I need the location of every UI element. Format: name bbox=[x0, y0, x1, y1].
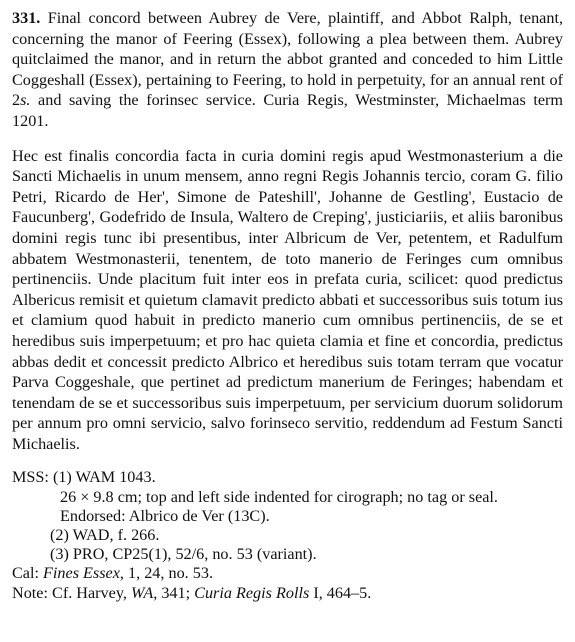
mss-line-1 bbox=[12, 468, 563, 487]
cal-label: Cal: bbox=[12, 564, 39, 583]
cal-title: Fines Essex bbox=[43, 564, 120, 583]
mss-line-2: 26 × 9.8 cm; top and left side indented for cirograph; no tag or seal. bbox=[60, 487, 498, 506]
note-text-1: Cf. Harvey, bbox=[52, 583, 131, 602]
mss-item-1: (1) WAM 1043. bbox=[52, 468, 156, 487]
summary-text-part2: and saving the forinsec service. Curia Regis, Westminster, Michaelmas term 1201. bbox=[12, 91, 563, 130]
mss-line-4: (2) WAD, f. 266. bbox=[50, 526, 160, 545]
shilling-abbrev: s. bbox=[20, 91, 31, 110]
note-wa: WA bbox=[130, 583, 154, 602]
note-line bbox=[12, 584, 563, 603]
note-text-3: I, 464–5. bbox=[309, 583, 372, 602]
latin-text: Hec est finalis concordia facta in curia domini regis apud Westmonasterium a die Sancti Michaelis in unum mensem, anno regni Regis Johannis tercio, coram G. filio Petri, Ricardo de Her', Simone de Pateshill', Johanne de Gestling', Eustacio de Faucunberg', Godefrido de Insula, Waltero de Creping', justiciariis, et aliis baronibus domini regis tunc ibi presentibus, inter Albricum de Ver, petentem, et Radulfum abbatem Westmonasterii, tenentem, de toto manerio de Feringes cum omnibus pertinenciis. Unde placitum fuit inter eos in prefata curia, scilicet: quod predictus Albericus remisit et quietum clamavit predicto abbati et successoribus suis totum ius et clamium quod habuit in predicto manerio cum omnibus pertinenciis, de se et heredibus suis imperpetuum; et pro hac quieta clamia et fine et concordia, predictus abbas dedit et concessit predicto Albrico et heredibus suis totam terram que vocatur Parva Coggeshale, que pertinet ad predictum manerium de Feringes; habendam et tenendam de se et successoribus suis imperpetuum, per servicium duorum solidorum per annum pro omni servicio, salvo forinseco servitio, reddendum ad Festum Sancti Michaelis. bbox=[12, 146, 563, 453]
note-rolls: Curia Regis Rolls bbox=[194, 583, 310, 602]
entry-number: 331. bbox=[12, 9, 41, 27]
mss-label: MSS: bbox=[12, 468, 49, 487]
mss-line-5: (3) PRO, CP25(1), 52/6, no. 53 (variant). bbox=[50, 545, 317, 564]
mss-line-3: Endorsed: Albrico de Ver (13C). bbox=[60, 506, 270, 525]
entry-summary bbox=[12, 8, 563, 132]
summary-text-part1: Final concord between Aubrey de Vere, plaintiff, and Abbot Ralph, tenant, concerning the manor of Feering (Essex), following a plea between them. Aubrey quitclaimed the manor, and in return the abbot granted and conceded to him Little Coggeshall (Essex), pertaining to Feering, to hold in perpetuity, for an annual rent of 2 bbox=[12, 9, 563, 110]
cal-ref: , 1, 24, no. 53. bbox=[119, 564, 213, 583]
manuscripts-section bbox=[12, 468, 563, 602]
note-label: Note: bbox=[12, 583, 48, 602]
cal-line bbox=[12, 564, 563, 583]
note-text-2: , 341; bbox=[153, 583, 195, 602]
